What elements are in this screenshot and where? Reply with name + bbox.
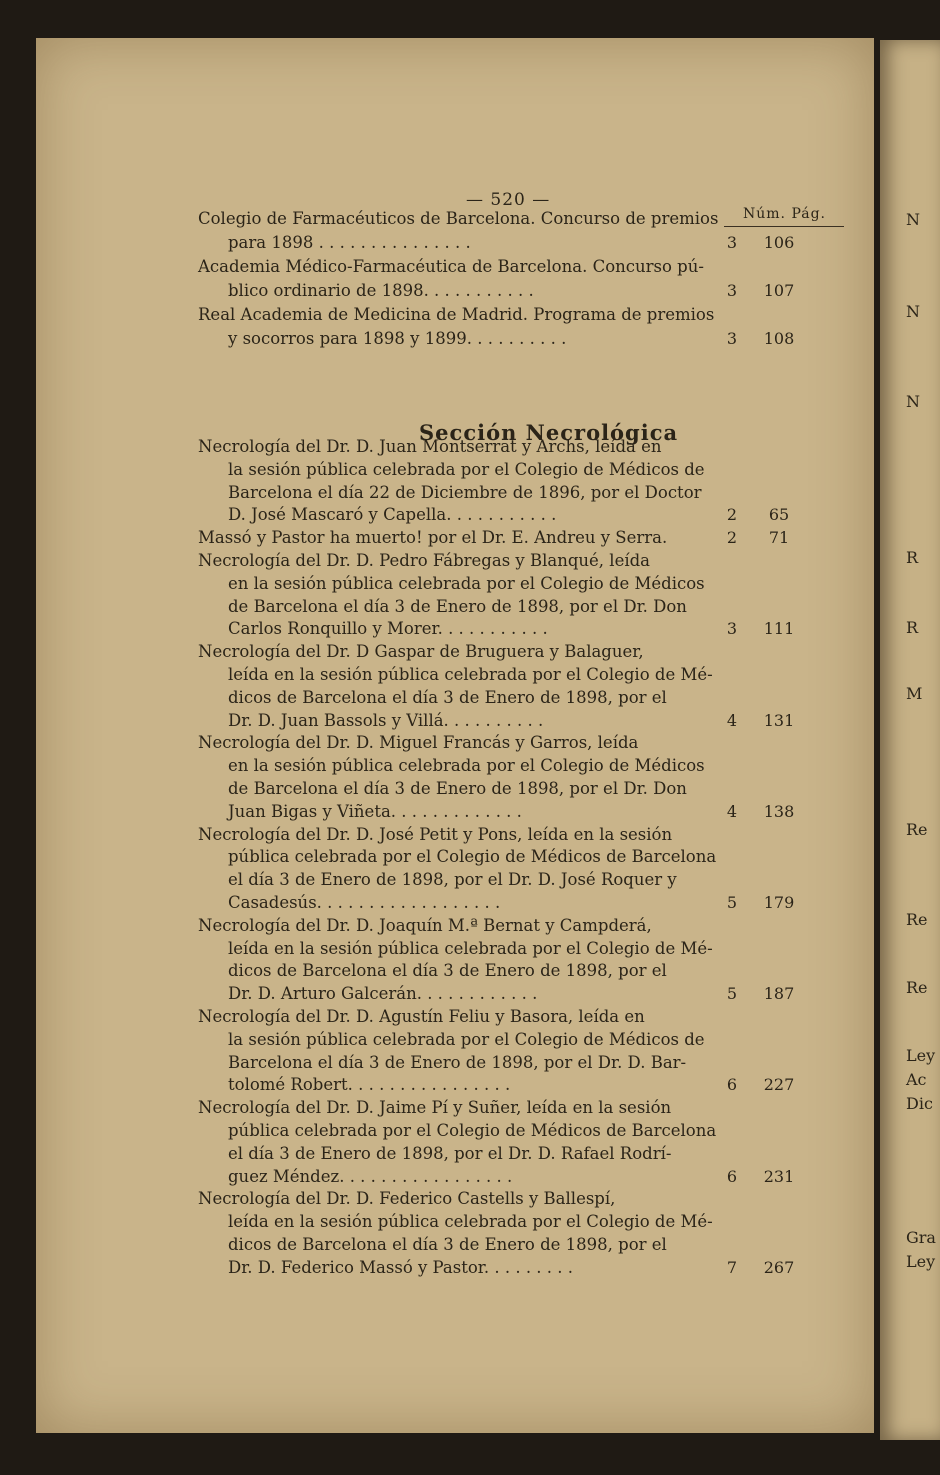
header-rule <box>724 226 844 227</box>
entry-line: en la sesión pública celebrada por el Colegio de Médicos <box>228 756 705 776</box>
entry-page: 231 <box>763 1166 795 1186</box>
adjacent-page-edge <box>880 40 940 1440</box>
entry-page: 267 <box>763 1257 795 1277</box>
column-headers: Núm. Pág. <box>743 206 826 222</box>
entry-line: blico ordinario de 1898. . . . . . . . . . . <box>228 281 534 300</box>
book-page <box>36 38 874 1433</box>
entry-line: Necrología del Dr. D. Miguel Francás y Garros, leída <box>198 733 639 753</box>
entry-number: 7 <box>726 1257 738 1277</box>
entry-line: para 1898 . . . . . . . . . . . . . . . <box>228 233 471 252</box>
adjacent-page-fragment: Ac <box>906 1070 927 1089</box>
entry-line: dicos de Barcelona el día 3 de Enero de 1898, por el <box>228 1235 667 1254</box>
entry-line: la sesión pública celebrada por el Colegio de Médicos de <box>228 459 705 479</box>
entry-number: 6 <box>726 1166 738 1186</box>
entry-page: 65 <box>768 505 790 525</box>
section-title: Sección Necrológica <box>419 420 679 445</box>
entry-page: 179 <box>763 893 795 912</box>
adjacent-page-fragment: M <box>906 684 923 703</box>
entry-line: Barcelona el día 3 de Enero de 1898, por el Dr. D. Bar- <box>228 1052 687 1072</box>
entry-page: 106 <box>763 233 795 252</box>
entry-line: el día 3 de Enero de 1898, por el Dr. D. José Roquer y <box>228 870 677 890</box>
adjacent-page-fragment: Gra <box>906 1228 936 1247</box>
entry-line: leída en la sesión pública celebrada por el Colegio de Mé- <box>228 665 713 684</box>
entry-line: en la sesión pública celebrada por el Colegio de Médicos <box>228 573 705 593</box>
adjacent-page-fragment: N <box>906 302 920 321</box>
entry-page: 131 <box>763 710 795 730</box>
entry-page: 111 <box>763 619 795 639</box>
entry-line: Casadesús. . . . . . . . . . . . . . . . . . <box>228 893 501 912</box>
page-number: — 520 — <box>466 190 551 210</box>
entry-page: 187 <box>763 984 795 1004</box>
entry-line: Colegio de Farmacéuticos de Barcelona. Concurso de premios <box>198 209 719 228</box>
entry-line: tolomé Robert. . . . . . . . . . . . . . . . <box>228 1075 511 1095</box>
entry-line: Necrología del Dr. D. Juan Montserrat y Archs, leída en <box>198 437 662 456</box>
entry-line: de Barcelona el día 3 de Enero de 1898, por el Dr. Don <box>228 779 687 798</box>
adjacent-page-fragment: Re <box>906 820 928 839</box>
entry-line: Necrología del Dr. D. Pedro Fábregas y Blanqué, leída <box>198 551 651 570</box>
entry-line: Necrología del Dr. D. Federico Castells y Ballespí, <box>198 1189 616 1209</box>
entry-number: 5 <box>726 893 738 912</box>
entry-line: Barcelona el día 22 de Diciembre de 1896, por el Doctor <box>228 482 702 502</box>
entry-line: Dr. D. Juan Bassols y Villá. . . . . . . . . . <box>228 710 544 730</box>
entry-line: guez Méndez. . . . . . . . . . . . . . . . . <box>228 1166 513 1186</box>
entry-page: 138 <box>763 801 795 821</box>
entry-line: Dr. D. Arturo Galcerán. . . . . . . . . . . . <box>228 984 538 1004</box>
entry-line: Necrología del Dr. D. Joaquín M.ª Bernat y Campderá, <box>198 915 652 935</box>
adjacent-page-fragment: R <box>906 618 919 637</box>
adjacent-page-fragment: Dic <box>906 1094 933 1113</box>
entry-number: 5 <box>726 984 738 1004</box>
entry-line: la sesión pública celebrada por el Colegio de Médicos de <box>228 1029 705 1049</box>
entry-number: 3 <box>726 233 738 252</box>
entry-line: dicos de Barcelona el día 3 de Enero de 1898, por el <box>228 687 667 707</box>
entry-page: 71 <box>768 528 790 548</box>
entry-number: 4 <box>726 710 738 730</box>
entry-line: leída en la sesión pública celebrada por el Colegio de Mé- <box>228 938 713 958</box>
adjacent-page-fragment: Re <box>906 910 928 929</box>
entry-line: leída en la sesión pública celebrada por el Colegio de Mé- <box>228 1212 713 1232</box>
entry-number: 6 <box>726 1075 738 1095</box>
entry-page: 107 <box>763 281 795 300</box>
entry-line: Necrología del Dr. D. Agustín Feliu y Basora, leída en <box>198 1007 645 1026</box>
entry-line: Dr. D. Federico Massó y Pastor. . . . . . . . . <box>228 1257 574 1277</box>
adjacent-page-fragment: Ley <box>906 1252 936 1271</box>
entry-page: 108 <box>763 329 795 348</box>
entry-line: Necrología del Dr. D Gaspar de Bruguera y Balaguer, <box>198 642 644 662</box>
adjacent-page-fragment: R <box>906 548 919 567</box>
entry-line: Academia Médico-Farmacéutica de Barcelona. Concurso pú- <box>198 257 704 276</box>
entry-line: Juan Bigas y Viñeta. . . . . . . . . . . . . <box>228 801 522 821</box>
entry-line: Real Academia de Medicina de Madrid. Programa de premios <box>198 305 715 324</box>
entry-number: 3 <box>726 281 738 300</box>
entry-line: y socorros para 1898 y 1899. . . . . . . . . . <box>228 329 567 348</box>
entry-line: Carlos Ronquillo y Morer. . . . . . . . . . . <box>228 619 548 639</box>
adjacent-page-fragment: Ley <box>906 1046 936 1065</box>
entry-line: Necrología del Dr. D. Jaime Pí y Suñer, leída en la sesión <box>198 1098 672 1118</box>
entry-number: 2 <box>726 528 738 548</box>
entry-number: 3 <box>726 619 738 639</box>
entry-line: el día 3 de Enero de 1898, por el Dr. D. Rafael Rodrí- <box>228 1143 672 1163</box>
entry-line: pública celebrada por el Colegio de Médicos de Barcelona <box>228 1121 717 1140</box>
entry-number: 4 <box>726 801 738 821</box>
adjacent-page-fragment: Re <box>906 978 928 997</box>
entry-line: dicos de Barcelona el día 3 de Enero de 1898, por el <box>228 961 667 981</box>
entry-line: Necrología del Dr. D. José Petit y Pons, leída en la sesión <box>198 824 673 844</box>
entry-page: 227 <box>763 1075 795 1095</box>
entry-number: 2 <box>726 505 738 525</box>
adjacent-page-fragment: N <box>906 210 920 229</box>
entry-line: pública celebrada por el Colegio de Médicos de Barcelona <box>228 847 717 867</box>
entry-line: Massó y Pastor ha muerto! por el Dr. E. Andreu y Serra. <box>198 528 668 548</box>
adjacent-page-fragment: N <box>906 392 920 411</box>
entry-number: 3 <box>726 329 738 348</box>
entry-line: de Barcelona el día 3 de Enero de 1898, por el Dr. Don <box>228 596 687 616</box>
entry-line: D. José Mascaró y Capella. . . . . . . . . . . <box>228 505 557 525</box>
